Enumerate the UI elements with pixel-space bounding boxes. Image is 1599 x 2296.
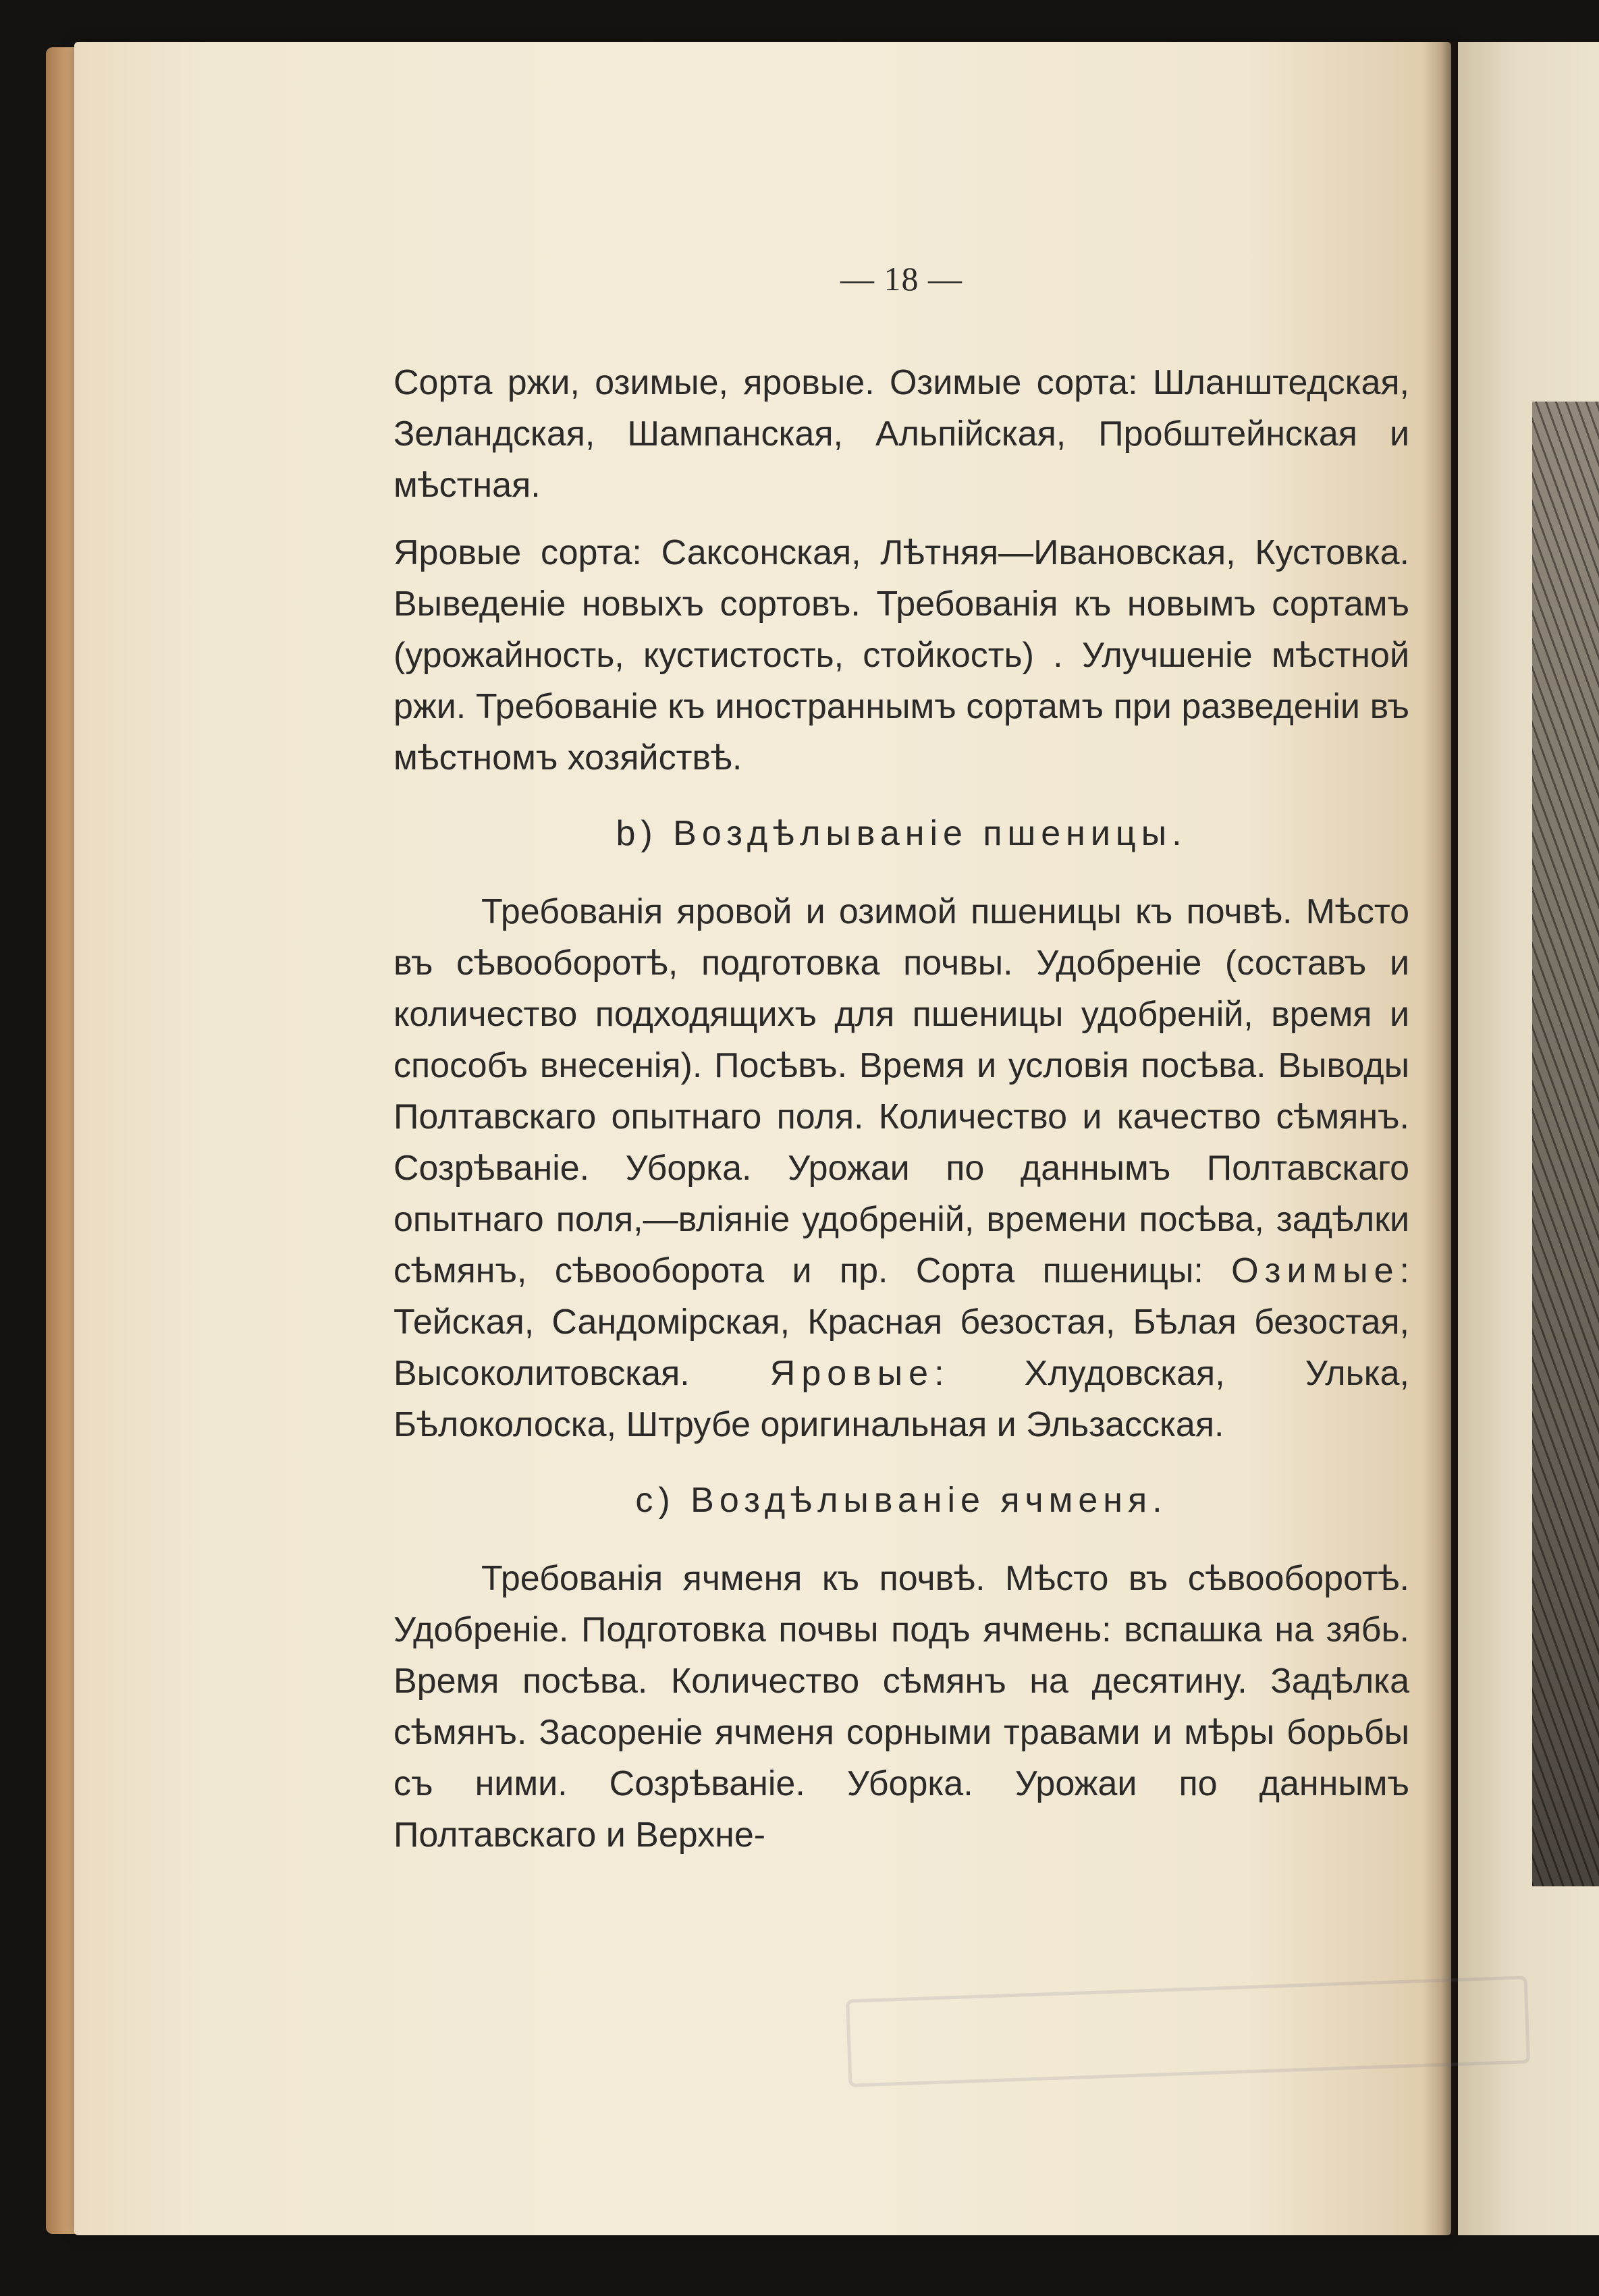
- winter-varieties: : Тейская, Сандомірская, Красная безостая, Бѣлая безостая, Высоколитовская.: [394, 1251, 1409, 1393]
- section-c-heading: c) Воздѣлываніе ячменя.: [635, 1481, 1168, 1520]
- book-gutter: [1423, 42, 1459, 2235]
- page-number: — 18 —: [840, 260, 963, 298]
- spring-label: Яровые: [769, 1354, 935, 1393]
- rye-varieties-paragraph: Сорта ржи, озимые, яровые. Озимые сорта: Шланштедская, Зеландская, Шампанская, Альпійская, Пробштейнская и мѣстная.: [394, 363, 1409, 505]
- facing-page-illustration: [1532, 402, 1599, 1886]
- section-b-heading: b) Воздѣлываніе пшеницы.: [616, 814, 1187, 853]
- page-text: [394, 253, 1409, 1877]
- spring-rye-paragraph: Яровые сорта: Саксонская, Лѣтняя—Ивановская, Кустовка. Выведеніе новыхъ сортовъ. Требованія къ новымъ сортамъ (урожайность, кустистость, стойкость) . Улучшеніе мѣстной ржи. Требованіе къ иностраннымъ сортамъ при разведеніи въ мѣстномъ хозяйствѣ.: [394, 533, 1409, 777]
- wheat-paragraph-text: Требованія яровой и озимой пшеницы къ почвѣ. Мѣсто въ сѣвооборотѣ, подготовка почвы. Удобреніе (составъ и количество подходящихъ для пшеницы удобреній, время и способъ внесенія). Посѣвъ. Время и условія посѣва. Выводы Полтавскаго опытнаго поля. Количество и качество сѣмянъ. Созрѣваніе. Уборка. Урожаи по даннымъ Полтавскаго опытнаго поля,—вліяніе удобреній, времени посѣва, задѣлки сѣмянъ, сѣвооборота и пр. Сорта пшеницы:: [394, 892, 1409, 1290]
- wheat-paragraph: [394, 886, 1409, 1450]
- barley-paragraph: Требованія ячменя къ почвѣ. Мѣсто въ сѣвооборотѣ. Удобреніе. Подготовка почвы подъ ячмень: вспашка на зябь. Время посѣва. Количество сѣмянъ на десятину. Задѣлка сѣмянъ. Засореніе ячменя сорными травами и мѣры борьбы съ ними. Созрѣваніе. Уборка. Урожаи по даннымъ Полтавскаго и Верхне-: [394, 1559, 1409, 1855]
- winter-label: Озимые: [1231, 1251, 1400, 1290]
- spring-varieties: : Хлудовская, Улька, Бѣлоколоска, Штрубе оригинальная и Эльзасская.: [394, 1354, 1410, 1444]
